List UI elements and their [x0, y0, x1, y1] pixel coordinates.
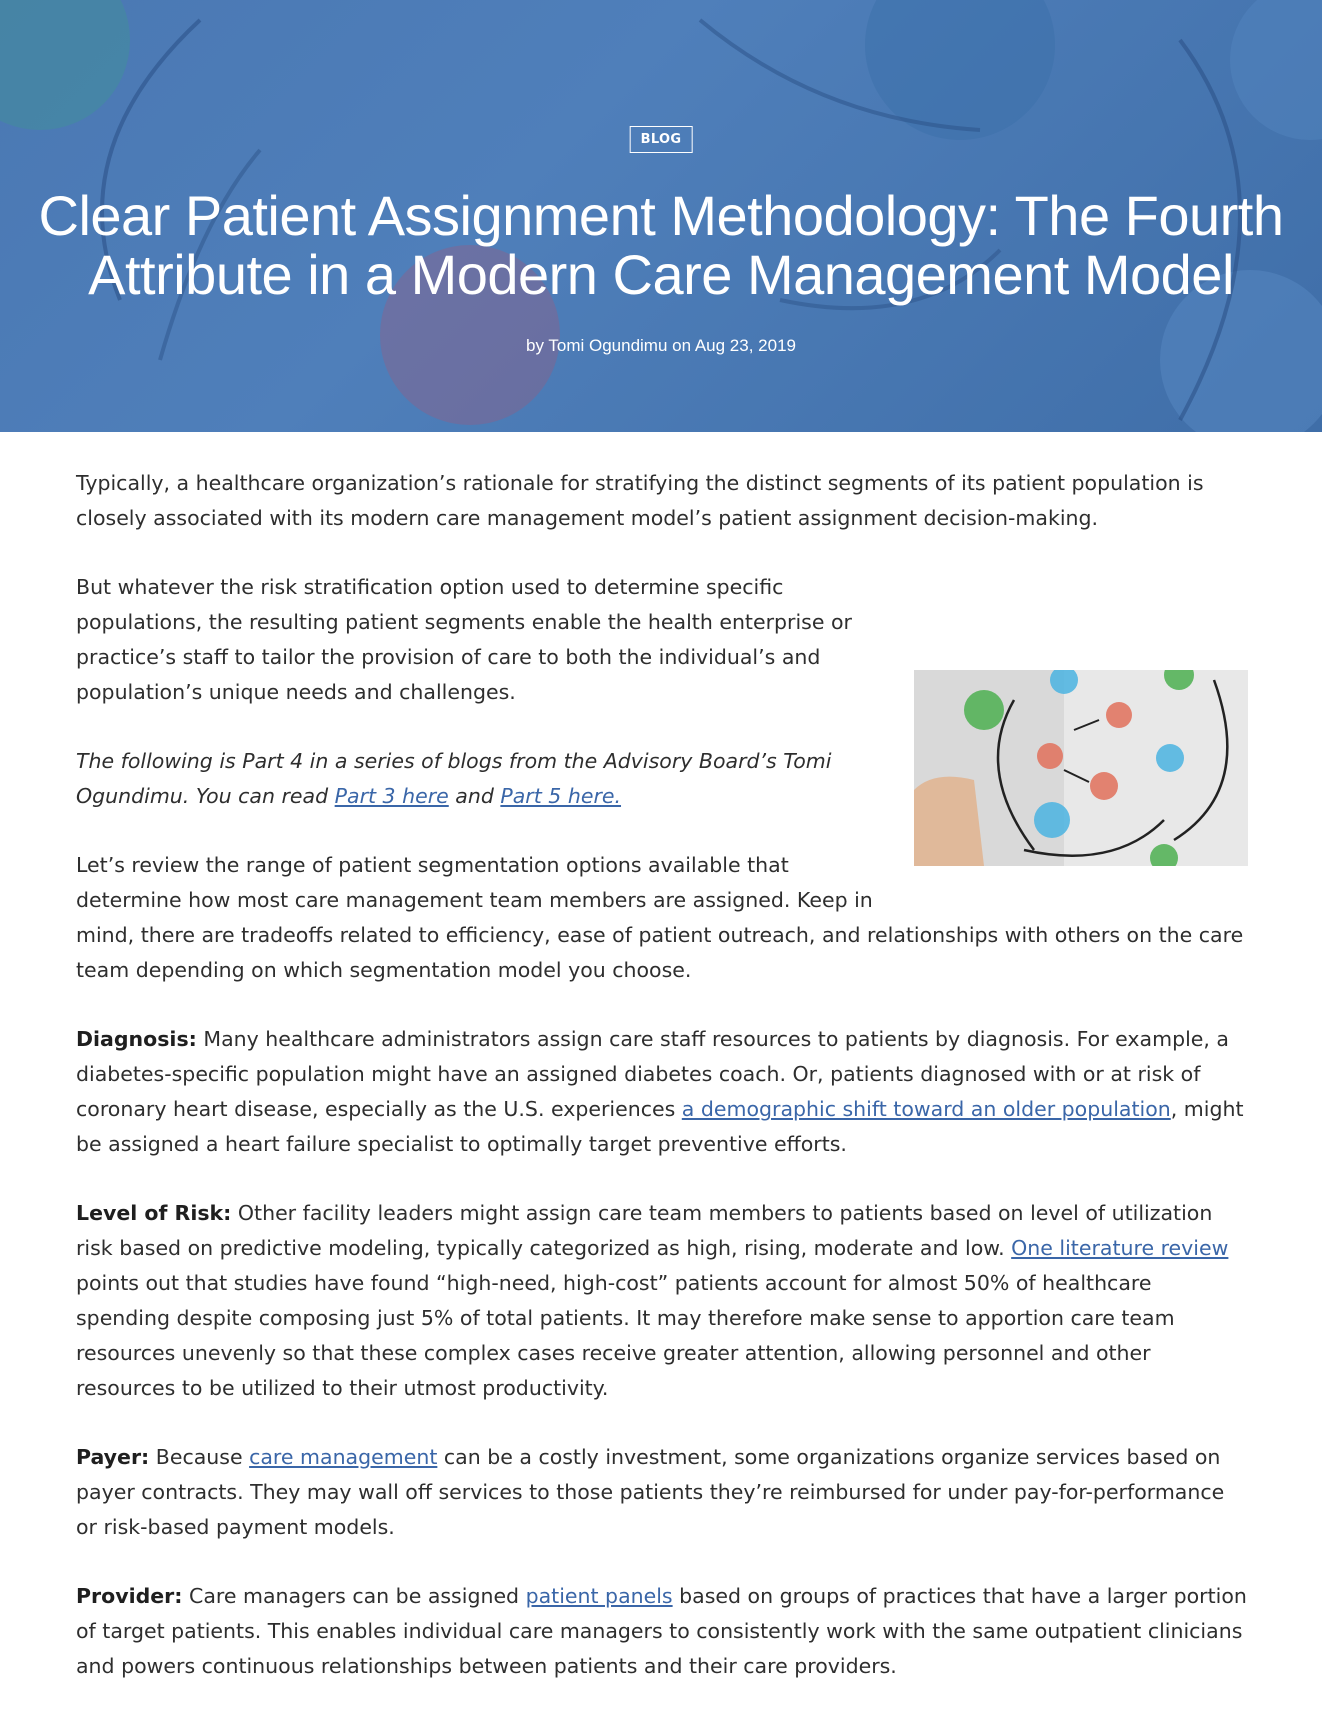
category-badge[interactable]: BLOG	[630, 126, 693, 153]
diagnosis-text-a: Many healthcare administrators assign care staff resources to patients by diagnosis. For example, a diabetes-specific population might have an assigned diabetes coach. Or, patients diagnosed with or at risk of coronary heart disease, especially as the U.S. experiences	[76, 1027, 1229, 1121]
paragraph-segmentation-review: Let’s review the range of patient segmentation options available that determine how most care management team members are assigned. Keep in mind, there are tradeoffs related to efficiency, ease of patient outreach, and relationships with others on the care team depending on which segmentation model you choose.	[76, 853, 1244, 982]
article-image	[914, 670, 1248, 866]
level-of-risk-text-a: Other facility leaders might assign care team members to patients based on level of utilization risk based on predictive modeling, typically categorized as high, rising, moderate and low.	[76, 1201, 1213, 1260]
paragraph-series-note	[76, 744, 876, 814]
provider-text-b: based on groups of practices that have a larger portion of target patients. This enables individual care managers to consistently work with the same outpatient clinicians and powers continuous relationships between patients and their care providers.	[76, 1584, 1247, 1678]
level-of-risk-text-b: points out that studies have found “high-need, high-cost” patients account for almost 50% of healthcare spending despite composing just 5% of total patients. It may therefore make sense to apportion care team resources unevenly so that these complex cases receive greater attention, allowing personnel and other resources to be utilized to their utmost productivity.	[76, 1271, 1175, 1400]
paragraph-diagnosis	[76, 1022, 1248, 1162]
diagnosis-text-b: , might be assigned a heart failure specialist to optimally target preventive efforts.	[76, 1097, 1244, 1156]
paragraph-risk-stratification: But whatever the risk stratification option used to determine specific populations, the resulting patient segments enable the health enterprise or practice’s staff to tailor the provision of care to both the individual’s and population’s unique needs and challenges.	[76, 575, 852, 704]
article-body	[76, 466, 1248, 1718]
page-title: Clear Patient Assignment Methodology: The Fourth Attribute in a Modern Care Management Model	[38, 184, 1284, 306]
care-management-link[interactable]: care management	[249, 1445, 438, 1469]
demographic-shift-link[interactable]: a demographic shift toward an older population	[681, 1097, 1171, 1121]
payer-text-b: can be a costly investment, some organizations organize services based on payer contracts. They may wall off services to those patients they’re reimbursed for under pay-for-performance or risk-based payment models.	[76, 1445, 1225, 1539]
series-note-text: The following is Part 4 in a series of blogs from the Advisory Board’s Tomi Ogundimu. You can read	[76, 749, 832, 808]
paragraph-level-of-risk	[76, 1196, 1248, 1406]
level-of-risk-label: Level of Risk:	[76, 1201, 232, 1225]
literature-review-link[interactable]: One literature review	[1011, 1236, 1229, 1260]
provider-label: Provider:	[76, 1584, 183, 1608]
patient-panels-link[interactable]: patient panels	[525, 1584, 673, 1608]
paragraph-intro: Typically, a healthcare organization’s rationale for stratifying the distinct segments of its patient population is closely associated with its modern care management model’s patient assignment decision-making.	[76, 471, 1204, 530]
paragraph-provider	[76, 1579, 1248, 1684]
part-3-link[interactable]: Part 3 here	[334, 784, 449, 808]
payer-label: Payer:	[76, 1445, 150, 1469]
author-byline: by Tomi Ogundimu on Aug 23, 2019	[526, 336, 796, 355]
series-note-and: and	[448, 784, 501, 808]
part-5-link[interactable]: Part 5 here.	[500, 784, 622, 808]
hero-banner	[0, 0, 1322, 432]
paragraph-payer	[76, 1440, 1248, 1545]
provider-text-a: Care managers can be assigned	[182, 1584, 526, 1608]
diagnosis-label: Diagnosis:	[76, 1027, 197, 1051]
payer-text-a: Because	[149, 1445, 250, 1469]
